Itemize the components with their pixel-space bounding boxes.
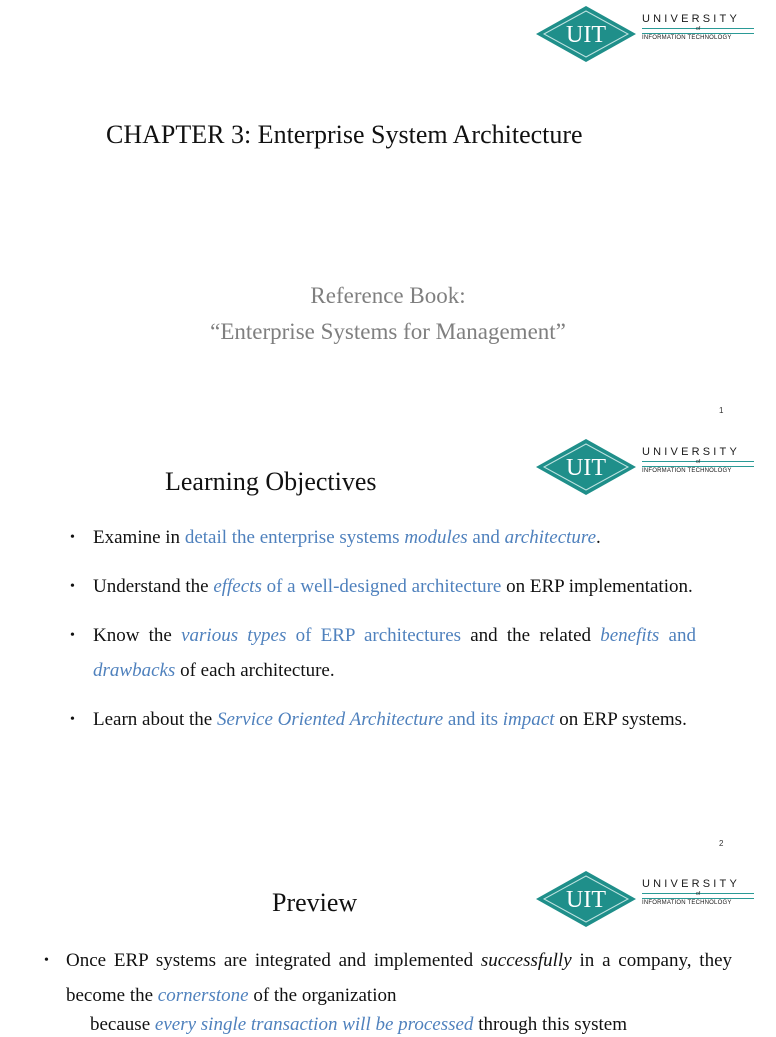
- objective-item: • Know the various types of ERP architectures and the related benefits and drawbacks of each architecture.: [70, 618, 696, 688]
- preview-subline: because every single transaction will be processed through this system: [90, 1014, 628, 1035]
- reference-label: Reference Book:: [310, 283, 466, 308]
- preview-item: • Once ERP systems are integrated and implemented successfully in a company, they become the cornerstone of the organization: [44, 943, 732, 1013]
- svg-text:UIT: UIT: [566, 455, 606, 481]
- logo-divider: [642, 33, 754, 34]
- reference-book: [0, 278, 776, 350]
- bullet-icon: •: [70, 579, 75, 594]
- uit-logo-icon: [536, 869, 640, 929]
- bullet-icon: •: [70, 628, 75, 643]
- reference-title: “Enterprise Systems for Management”: [210, 319, 566, 344]
- objective-item: • Learn about the Service Oriented Architecture and its impact on ERP systems.: [70, 702, 696, 737]
- objective-item: • Examine in detail the enterprise systems modules and architecture.: [70, 520, 696, 555]
- svg-text:UIT: UIT: [566, 887, 606, 913]
- logo-divider: [642, 466, 754, 467]
- logo-university-text: UNIVERSITY: [642, 13, 741, 25]
- slide-3: [0, 857, 768, 1035]
- university-logo: [536, 4, 758, 64]
- slide-2: [0, 425, 768, 857]
- objective-item: • Understand the effects of a well-designed architecture on ERP implementation.: [70, 569, 696, 604]
- logo-divider: [642, 898, 754, 899]
- logo-institute-text: INFORMATION TECHNOLOGY: [642, 468, 732, 474]
- logo-of-text: of: [696, 459, 701, 465]
- bullet-icon: •: [70, 530, 75, 545]
- page-number: 2: [719, 839, 724, 848]
- preview-list: [44, 943, 732, 1013]
- logo-of-text: of: [696, 26, 701, 32]
- logo-of-text: of: [696, 891, 701, 897]
- chapter-title: CHAPTER 3: Enterprise System Architecture: [106, 120, 583, 149]
- logo-institute-text: INFORMATION TECHNOLOGY: [642, 900, 732, 906]
- slide-1: [0, 0, 768, 425]
- university-logo: [536, 437, 758, 497]
- svg-text:UIT: UIT: [566, 22, 606, 48]
- bullet-icon: •: [70, 712, 75, 727]
- uit-logo-icon: [536, 4, 640, 64]
- objectives-list: [70, 520, 696, 751]
- uit-logo-icon: [536, 437, 640, 497]
- page-number: 1: [719, 406, 724, 415]
- logo-institute-text: INFORMATION TECHNOLOGY: [642, 35, 732, 41]
- slide-title: Preview: [272, 888, 358, 917]
- logo-university-text: UNIVERSITY: [642, 446, 741, 458]
- bullet-icon: •: [44, 953, 49, 968]
- slide-title: Learning Objectives: [165, 467, 377, 496]
- logo-university-text: UNIVERSITY: [642, 878, 741, 890]
- university-logo: [536, 869, 758, 929]
